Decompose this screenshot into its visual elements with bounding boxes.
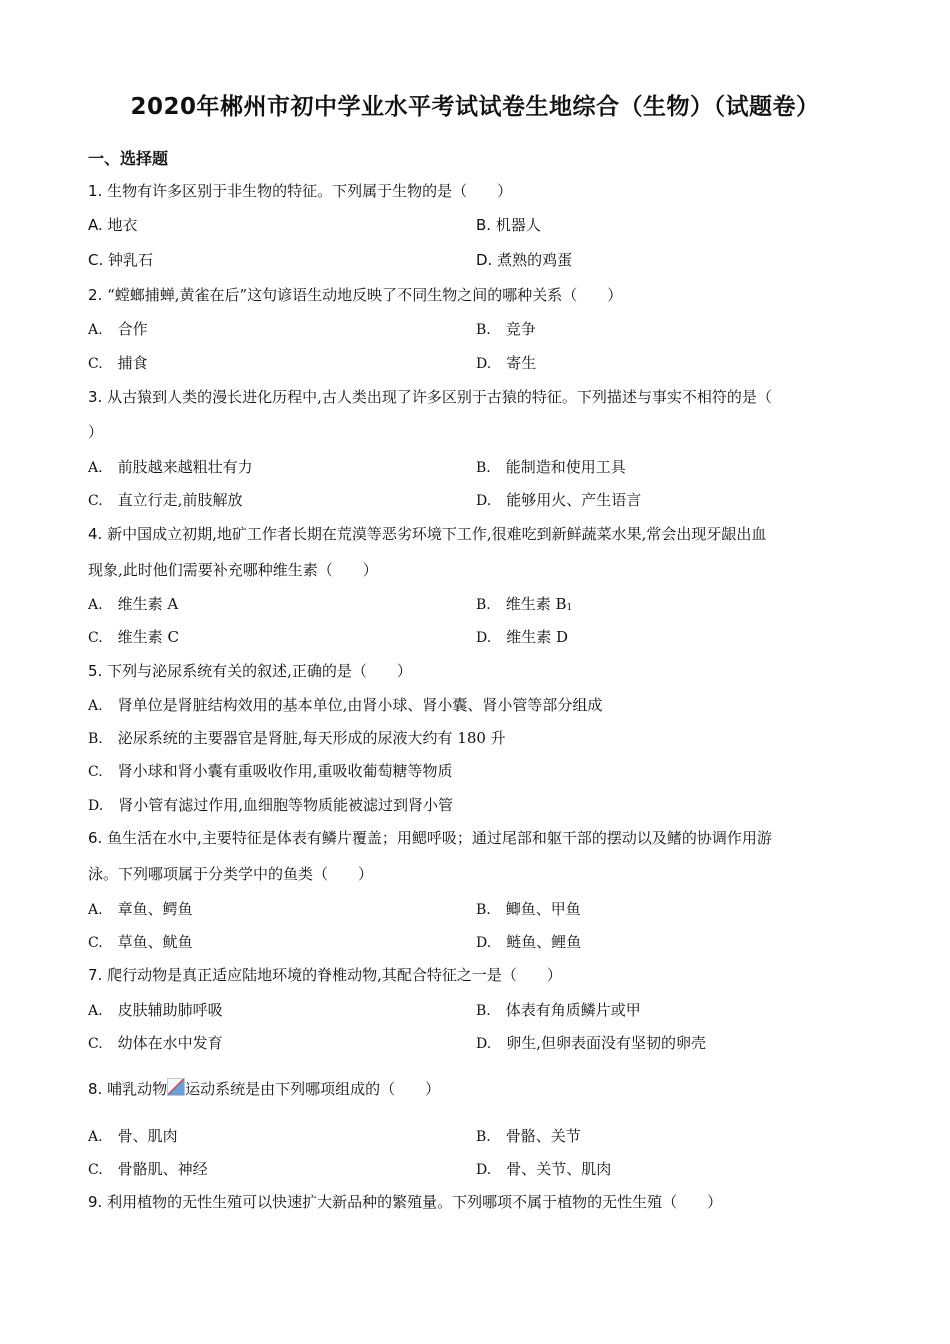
- option-1d: D. 煮熟的鸡蛋: [476, 251, 573, 269]
- question-number: 2.: [88, 286, 103, 304]
- option-3d: D. 能够用火、产生语言: [476, 491, 642, 509]
- option-1c: C. 钟乳石: [88, 251, 154, 269]
- question-number: 1.: [88, 182, 103, 200]
- broken-image-icon: [167, 1078, 185, 1096]
- option-1a: A. 地衣: [88, 216, 138, 234]
- option-6a: A. 章鱼、鳄鱼: [88, 900, 193, 918]
- option-8d: D. 骨、关节、肌肉: [476, 1160, 612, 1178]
- section-heading: 一、选择题: [88, 149, 169, 168]
- question-number: 3.: [88, 388, 103, 406]
- question-4: [88, 524, 766, 544]
- option-5c: C. 肾小球和肾小囊有重吸收作用,重吸收葡萄糖等物质: [88, 762, 453, 780]
- question-number: 4.: [88, 525, 103, 543]
- option-2c: C. 捕食: [88, 354, 148, 372]
- question-text: 哺乳动物: [102, 1080, 168, 1098]
- question-2: [88, 285, 622, 305]
- option-8b: B. 骨骼、关节: [476, 1127, 581, 1145]
- option-4a: A. 维生素 A: [88, 595, 179, 613]
- option-7d: D. 卵生,但卵表面没有坚韧的卵壳: [476, 1034, 706, 1052]
- question-text: 从古猿到人类的漫长进化历程中,古人类出现了许多区别于古猿的特征。下列描述与事实不相符的是（: [102, 388, 772, 406]
- option-6d: D. 鲢鱼、鲤鱼: [476, 933, 582, 951]
- option-7a: A. 皮肤辅助肺呼吸: [88, 1001, 223, 1019]
- question-1: [88, 181, 512, 201]
- option-4b: B. 维生素 B1: [476, 595, 573, 613]
- question-6-continued: 泳。下列哪项属于分类学中的鱼类（ ）: [88, 865, 374, 883]
- question-text: 新中国成立初期,地矿工作者长期在荒漠等恶劣环境下工作,很难吃到新鲜蔬菜水果,常会出现牙龈出血: [102, 525, 767, 543]
- option-2b: B. 竞争: [476, 320, 536, 338]
- question-number: 7.: [88, 966, 103, 984]
- question-text: 爬行动物是真正适应陆地环境的脊椎动物,其配合特征之一是（ ）: [102, 966, 562, 984]
- option-1b: B. 机器人: [476, 216, 541, 234]
- question-6: [88, 828, 772, 848]
- option-8a: A. 骨、肌肉: [88, 1127, 178, 1145]
- question-text: 下列与泌尿系统有关的叙述,正确的是（ ）: [102, 662, 412, 680]
- option-5a: A. 肾单位是肾脏结构效用的基本单位,由肾小球、肾小囊、肾小管等部分组成: [88, 696, 603, 714]
- question-4-continued: 现象,此时他们需要补充哪种维生素（ ）: [88, 561, 378, 579]
- question-number: 9.: [88, 1193, 103, 1211]
- option-3a: A. 前肢越来越粗壮有力: [88, 458, 253, 476]
- question-9: [88, 1192, 722, 1212]
- option-6c: C. 草鱼、鱿鱼: [88, 933, 193, 951]
- question-3: [88, 387, 772, 407]
- option-4d: D. 维生素 D: [476, 628, 568, 646]
- question-3-continued: ）: [88, 423, 104, 441]
- option-3b: B. 能制造和使用工具: [476, 458, 626, 476]
- page-title: 2020年郴州市初中学业水平考试试卷生地综合（生物）（试题卷）: [130, 94, 820, 120]
- option-5b: B. 泌尿系统的主要器官是肾脏,每天形成的尿液大约有 180 升: [88, 729, 506, 747]
- question-number: 6.: [88, 829, 103, 847]
- option-8c: C. 骨骼肌、神经: [88, 1160, 208, 1178]
- option-2d: D. 寄生: [476, 354, 537, 372]
- option-5d: D. 肾小管有滤过作用,血细胞等物质能被滤过到肾小管: [88, 796, 453, 814]
- option-4c: C. 维生素 C: [88, 628, 179, 646]
- question-text: 利用植物的无性生殖可以快速扩大新品种的繁殖量。下列哪项不属于植物的无性生殖（ ）: [102, 1193, 723, 1211]
- option-7b: B. 体表有角质鳞片或甲: [476, 1001, 641, 1019]
- subscript: 1: [566, 603, 573, 613]
- question-number: 8.: [88, 1080, 103, 1098]
- question-text-after: 运动系统是由下列哪项组成的（ ）: [185, 1080, 441, 1098]
- option-3c: C. 直立行走,前肢解放: [88, 491, 243, 509]
- question-5: [88, 661, 412, 681]
- question-number: 5.: [88, 662, 103, 680]
- option-2a: A. 合作: [88, 320, 148, 338]
- question-text: 生物有许多区别于非生物的特征。下列属于生物的是（ ）: [102, 182, 513, 200]
- option-6b: B. 鲫鱼、甲鱼: [476, 900, 581, 918]
- question-8: [88, 1078, 440, 1099]
- question-text: 鱼生活在水中,主要特征是体表有鳞片覆盖；用鳃呼吸；通过尾部和躯干部的摆动以及鳍的协调作用游: [102, 829, 772, 847]
- question-7: [88, 965, 562, 985]
- question-text: “螳螂捕蝉,黄雀在后”这句谚语生动地反映了不同生物之间的哪种关系（ ）: [102, 286, 623, 304]
- option-7c: C. 幼体在水中发育: [88, 1034, 223, 1052]
